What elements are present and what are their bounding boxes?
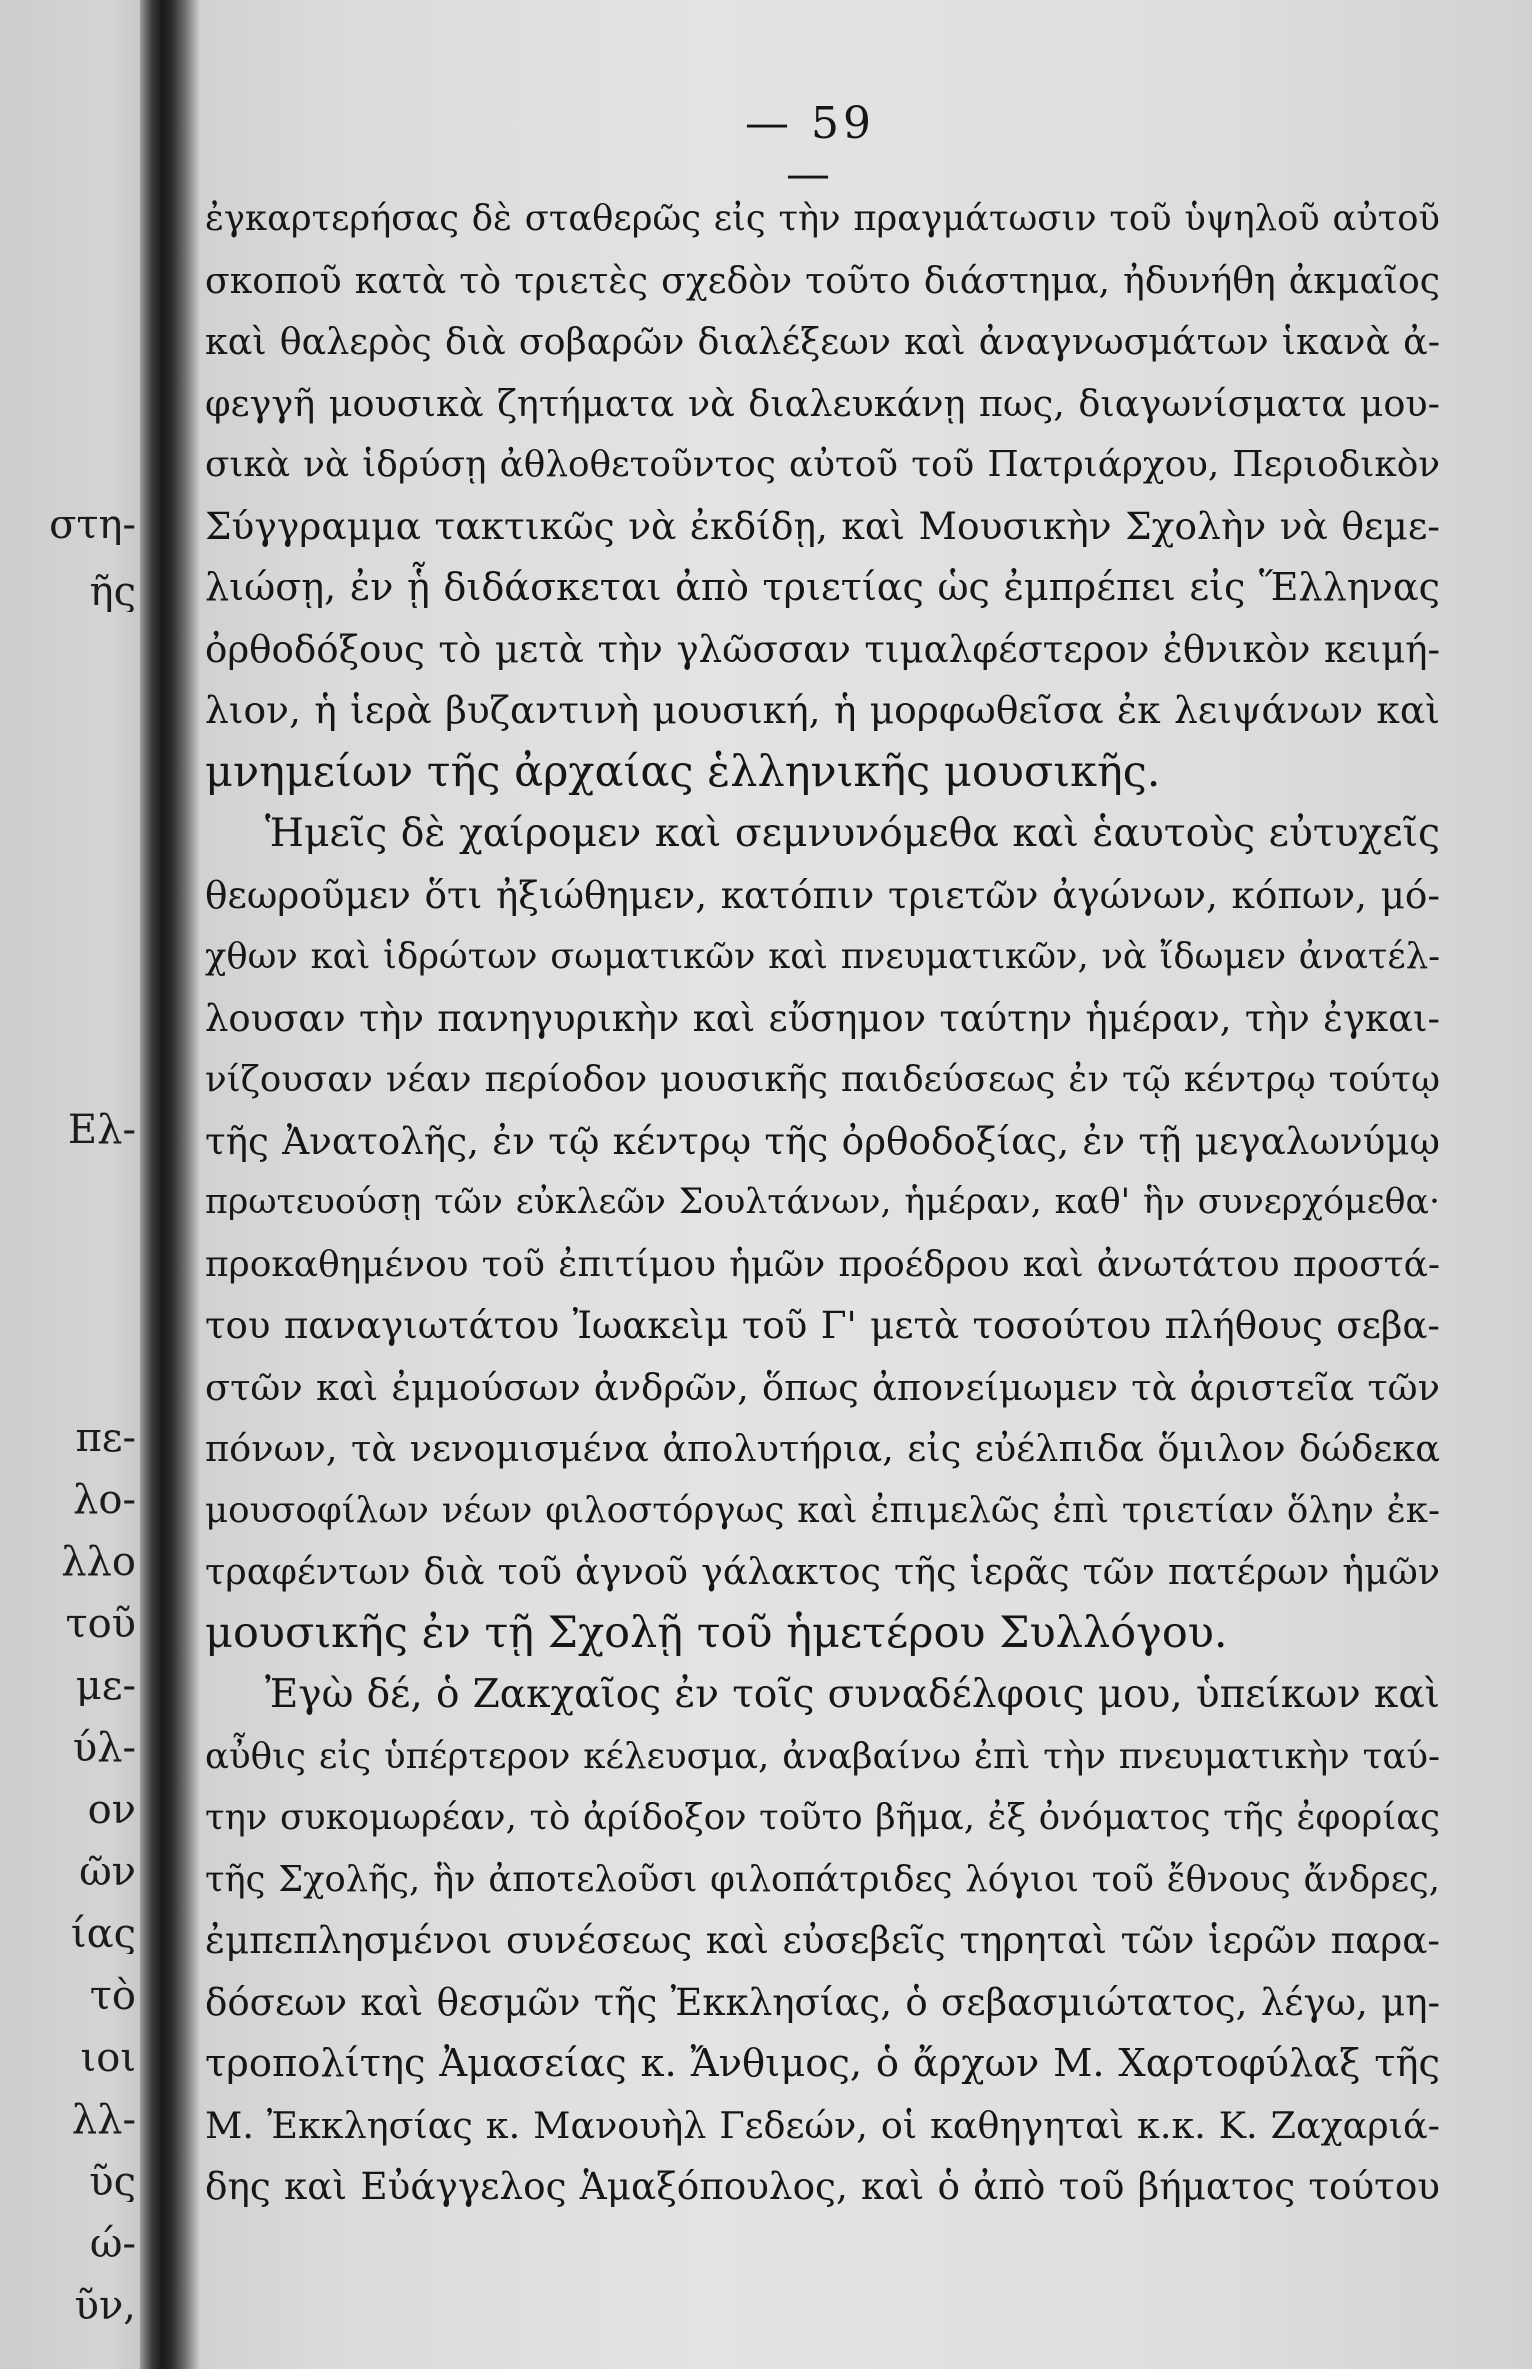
text-line: τραφέντων διὰ τοῦ ἁγνοῦ γάλακτος τῆς ἱερᾶς τῶν πατέρων ἡμῶν xyxy=(205,1550,1440,1593)
text-line: δης καὶ Εὐάγγελος Ἁμαξόπουλος, καὶ ὁ ἀπὸ τοῦ βήματος τούτου xyxy=(205,2164,1440,2208)
left-fragment-text: ῶν xyxy=(79,1852,136,1892)
text-line: τῆς Σχολῆς, ἣν ἀποτελοῦσι φιλοπάτριδες λόγιοι τοῦ ἔθνους ἄνδρες, xyxy=(205,1858,1440,1900)
text-line: πόνων, τὰ νενομισμένα ἀπολυτήρια, εἰς εὐέλπιδα ὅμιλον δώδεκα xyxy=(205,1427,1440,1470)
text-line: Ἡμεῖς δὲ χαίρομεν καὶ σεμνυνόμεθα καὶ ἑαυτοὺς εὐτυχεῖς xyxy=(265,811,1440,856)
text-line: καὶ θαλερὸς διὰ σοβαρῶν διαλέξεων καὶ ἀναγνωσμάτων ἱκανὰ ἀ- xyxy=(205,320,1440,363)
left-fragment-text: λλ- xyxy=(71,2100,136,2140)
text-line: στῶν καὶ ἐμμούσων ἀνδρῶν, ὅπως ἀπονείμωμεν τὰ ἀριστεῖα τῶν xyxy=(205,1365,1440,1409)
text-line: προκαθημένου τοῦ ἐπιτίμου ἡμῶν προέδρου καὶ ἀνωτάτου προστά- xyxy=(205,1243,1440,1285)
text-line: μουσικῆς ἐν τῇ Σχολῇ τοῦ ἡμετέρου Συλλόγου. xyxy=(205,1607,1228,1658)
text-line: μουσοφίλων νέων φιλοστόργως καὶ ἐπιμελῶς ἐπὶ τριετίαν ὅλην ἐκ- xyxy=(205,1489,1440,1531)
left-fragment-text: με- xyxy=(75,1666,136,1706)
text-line: τῆς Ἀνατολῆς, ἐν τῷ κέντρῳ τῆς ὀρθοδοξίας, ἐν τῇ μεγαλωνύμῳ xyxy=(205,1118,1440,1163)
text-line: ὀρθοδόξους τὸ μετὰ τὴν γλῶσσαν τιμαλφέστερον ἐθνικὸν κειμή- xyxy=(205,627,1440,671)
text-line: Μ. Ἐκκλησίας κ. Μανουὴλ Γεδεών, οἱ καθηγηταὶ κ.κ. Κ. Ζαχαριά- xyxy=(205,2103,1440,2147)
text-line: αὖθις εἰς ὑπέρτερον κέλευσμα, ἀναβαίνω ἐπὶ τὴν πνευματικὴν ταύ- xyxy=(205,1735,1440,1777)
text-line: την συκομωρέαν, τὸ ἀρίδοξον τοῦτο βῆμα, ἐξ ὀνόματος τῆς ἐφορίας xyxy=(205,1797,1440,1838)
left-fragment-text: ώ- xyxy=(89,2224,136,2264)
text-line: θεωροῦμεν ὅτι ἠξιώθημεν, κατόπιν τριετῶν ἀγώνων, κόπων, μό- xyxy=(205,872,1440,917)
text-line: λιον, ἡ ἱερὰ βυζαντινὴ μουσική, ἡ μορφωθεῖσα ἐκ λειψάνων καὶ xyxy=(205,688,1440,732)
text-line: λουσαν τὴν πανηγυρικὴν καὶ εὔσημον ταύτην ἡμέραν, τὴν ἐγκαι- xyxy=(205,996,1440,1040)
text-line: του παναγιωτάτου Ἰωακεὶμ τοῦ Γ' μετὰ τοσούτου πλήθους σεβα- xyxy=(205,1304,1440,1347)
text-line: Σύγγραμμα τακτικῶς νὰ ἐκδίδῃ, καὶ Μουσικὴν Σχολὴν νὰ θεμε- xyxy=(205,503,1440,548)
left-fragment-text: τὸ xyxy=(89,1976,136,2016)
text-line: τροπολίτης Ἀμασείας κ. Ἄνθιμος, ὁ ἄρχων Μ. Χαρτοφύλαξ τῆς xyxy=(205,2041,1440,2086)
left-fragment-text: ίας xyxy=(70,1914,136,1954)
left-fragment-text: ῦς xyxy=(89,2162,136,2202)
left-fragment-text: στη- xyxy=(49,505,136,545)
left-fragment-text: ῆς xyxy=(89,572,136,612)
left-fragment-text: ῦν, xyxy=(74,2286,136,2326)
text-line: σικὰ νὰ ἱδρύσῃ ἀθλοθετοῦντος αὐτοῦ τοῦ Πατριάρχου, Περιοδικὸν xyxy=(205,444,1440,485)
text-line: χθων καὶ ἱδρώτων σωματικῶν καὶ πνευματικῶν, νὰ ἴδωμεν ἀνατέλ- xyxy=(205,936,1440,977)
left-page-fragment xyxy=(0,0,150,2369)
text-line: ἐγκαρτερήσας δὲ σταθερῶς εἰς τὴν πραγμάτωσιν τοῦ ὑψηλοῦ αὐτοῦ xyxy=(205,198,1440,239)
left-fragment-text: τοῦ xyxy=(65,1604,136,1644)
text-line: σκοποῦ κατὰ τὸ τριετὲς σχεδὸν τοῦτο διάστημα, ἠδυνήθη ἀκμαῖος xyxy=(205,258,1440,302)
left-fragment-text: πε- xyxy=(75,1418,136,1458)
body-text xyxy=(205,188,1440,2218)
text-line: ἐμπεπλησμένοι συνέσεως καὶ εὐσεβεῖς τηρηταὶ τῶν ἱερῶν παρα- xyxy=(205,1918,1440,1962)
text-line: νίζουσαν νέαν περίοδον μουσικῆς παιδεύσεως ἐν τῷ κέντρῳ τούτῳ xyxy=(205,1059,1440,1100)
left-fragment-text: λλο xyxy=(61,1542,136,1582)
left-fragment-text: λο- xyxy=(73,1480,136,1520)
text-line: Ἐγὼ δέ, ὁ Ζακχαῖος ἐν τοῖς συναδέλφοις μου, ὑπείκων καὶ xyxy=(265,1672,1440,1717)
page-number: — 59 — xyxy=(745,98,875,200)
left-fragment-text: Ελ- xyxy=(67,1110,136,1150)
text-line: φεγγῆ μουσικὰ ζητήματα νὰ διαλευκάνῃ πως, διαγωνίσματα μου- xyxy=(205,381,1440,425)
text-line: πρωτευούσῃ τῶν εὐκλεῶν Σουλτάνων, ἡμέραν, καθ' ἣν συνερχόμεθα· xyxy=(205,1182,1440,1222)
text-line: μνημείων τῆς ἀρχαίας ἑλληνικῆς μουσικῆς. xyxy=(205,746,1161,797)
text-line: λιώσῃ, ἐν ᾗ διδάσκεται ἀπὸ τριετίας ὡς ἐμπρέπει εἰς Ἕλληνας xyxy=(205,565,1440,609)
text-line: δόσεων καὶ θεσμῶν τῆς Ἐκκλησίας, ὁ σεβασμιώτατος, λέγω, μη- xyxy=(205,1980,1440,2024)
left-fragment-text: ον xyxy=(87,1790,136,1830)
left-fragment-text: ιοι xyxy=(80,2038,136,2078)
book-gutter-shadow xyxy=(140,0,200,2369)
left-fragment-text: ύλ- xyxy=(72,1728,136,1768)
